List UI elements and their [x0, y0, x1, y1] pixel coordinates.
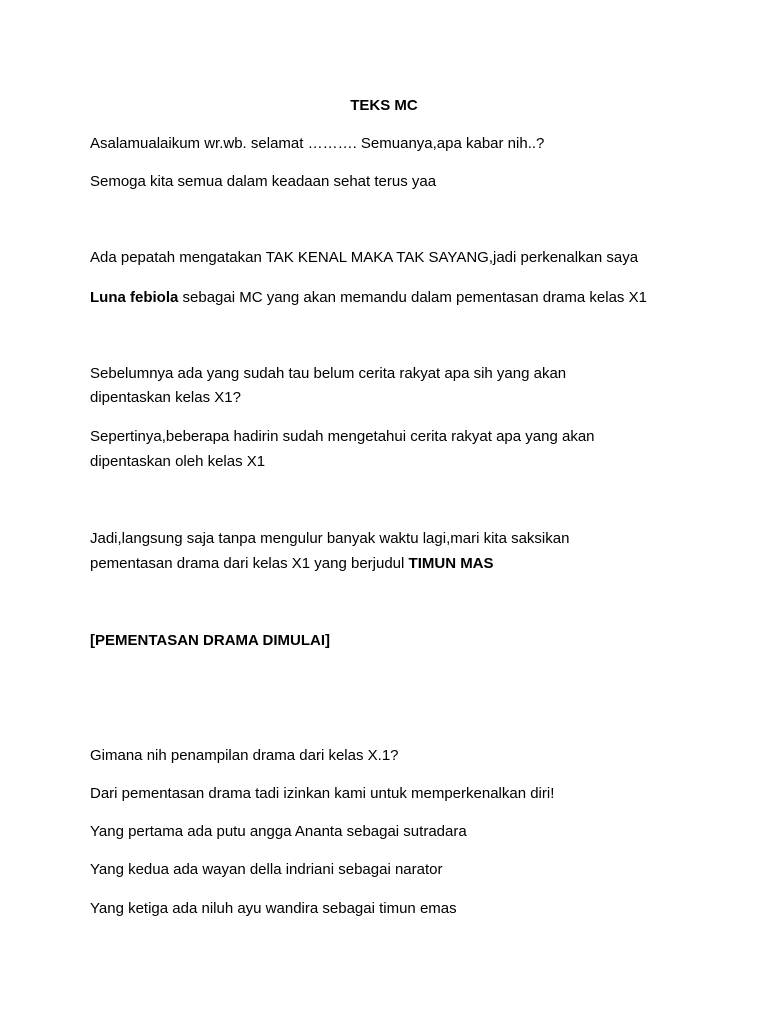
paragraph-audience-line-1: Sepertinya,beberapa hadirin sudah mengetahui cerita rakyat apa yang akan	[90, 428, 595, 445]
paragraph-invitation-line-2	[90, 552, 690, 576]
paragraph-audience-line-2: dipentaskan oleh kelas X1	[90, 453, 266, 470]
paragraph-introduce-crew: Dari pementasan drama tadi izinkan kami untuk memperkenalkan diri!	[90, 785, 555, 802]
stage-direction: [PEMENTASAN DRAMA DIMULAI]	[90, 632, 330, 649]
paragraph-greeting: Asalamualaikum wr.wb. selamat ………. Semuanya,apa kabar nih..?	[90, 135, 545, 152]
paragraph-wellbeing: Semoga kita semua dalam keadaan sehat terus yaa	[90, 173, 437, 190]
mc-name: Luna febiola	[90, 289, 179, 306]
paragraph-invitation-line-1: Jadi,langsung saja tanpa mengulur banyak waktu lagi,mari kita saksikan	[90, 530, 570, 547]
invitation-text: pementasan drama dari kelas X1 yang berjudul	[90, 555, 409, 572]
paragraph-after-show: Gimana nih penampilan drama dari kelas X.1?	[90, 747, 399, 764]
mc-intro-text: sebagai MC yang akan memandu dalam pementasan drama kelas X1	[178, 289, 647, 306]
paragraph-crew-1: Yang pertama ada putu angga Ananta sebagai sutradara	[90, 823, 467, 840]
paragraph-question-line-1: Sebelumnya ada yang sudah tau belum cerita rakyat apa sih yang akan	[90, 365, 567, 382]
document-title: TEKS MC	[350, 97, 418, 114]
paragraph-crew-3: Yang ketiga ada niluh ayu wandira sebagai timun emas	[90, 900, 457, 917]
drama-title: TIMUN MAS	[408, 555, 494, 572]
paragraph-question-line-2: dipentaskan kelas X1?	[90, 389, 241, 406]
paragraph-mc-intro	[90, 286, 690, 310]
paragraph-crew-2: Yang kedua ada wayan della indriani sebagai narator	[90, 861, 443, 878]
paragraph-proverb: Ada pepatah mengatakan TAK KENAL MAKA TAK SAYANG,jadi perkenalkan saya	[90, 249, 639, 266]
